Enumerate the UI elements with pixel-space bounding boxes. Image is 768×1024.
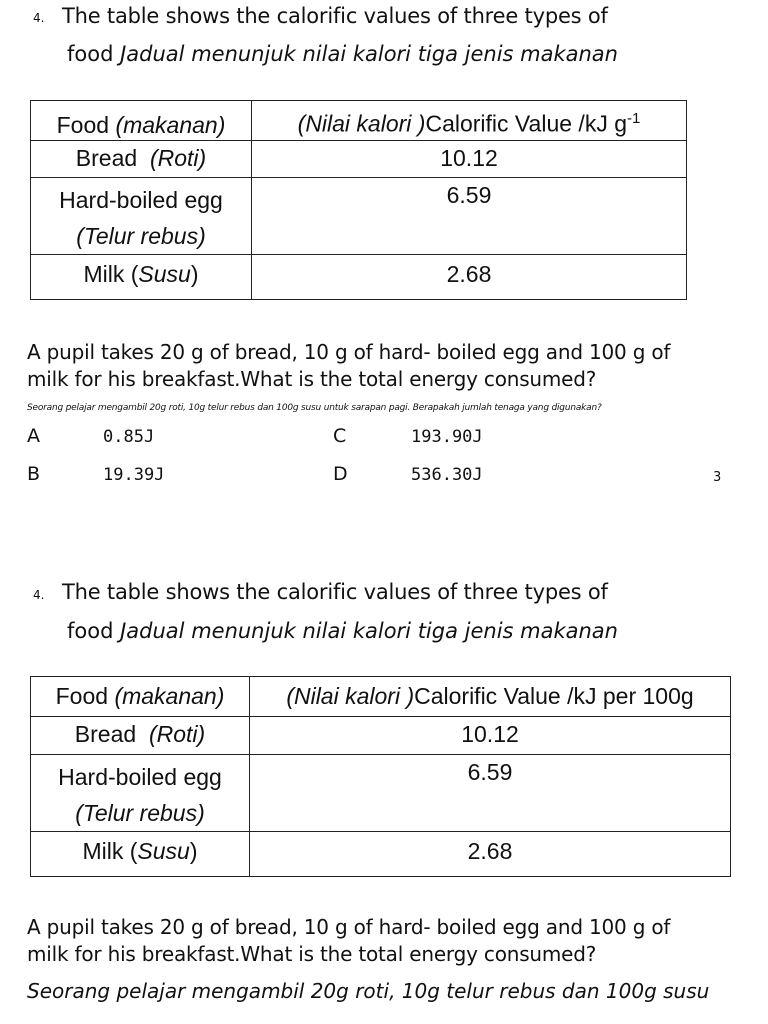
food-name: Bread	[74, 721, 137, 747]
intro-malay-text: Jadual menunjuk nilai kalori tiga jenis makanan	[120, 619, 618, 643]
food-name: Milk	[82, 838, 124, 864]
question-line2: milk for his breakfast.What is the total energy consumed?	[27, 367, 597, 391]
food-cell: Milk (Susu)	[31, 255, 252, 300]
question-line1: A pupil takes 20 g of bread, 10 g of hard- boiled egg and 100 g of	[27, 915, 671, 939]
food-name: Hard-boiled egg	[59, 187, 223, 213]
header-food-ms: (makanan)	[115, 112, 226, 138]
calorific-table	[30, 676, 731, 877]
food-name: Bread	[75, 145, 138, 171]
food-name-ms: (Roti)	[148, 721, 206, 747]
food-cell: Milk (Susu)	[31, 832, 250, 877]
option-b-value: 19.39J	[103, 465, 165, 485]
page-number: 3	[713, 470, 722, 485]
header-value-en: Calorific Value /kJ g	[425, 110, 627, 137]
header-food	[31, 101, 252, 141]
table-row	[31, 141, 687, 178]
value-cell: 2.68	[252, 255, 687, 300]
table-row	[31, 255, 687, 300]
table-row	[31, 755, 731, 832]
option-a-value: 0.85J	[103, 427, 155, 447]
header-value-en: Calorific Value /kJ per 100g	[414, 683, 694, 709]
question-intro-line2	[67, 42, 618, 66]
food-name-ms: (Telur rebus)	[75, 800, 205, 826]
question-malay: Seorang pelajar mengambil 20g roti, 10g telur rebus dan 100g susu	[27, 979, 710, 1003]
question-text	[27, 914, 670, 968]
table-row	[31, 717, 731, 755]
option-b-letter: B	[27, 463, 41, 485]
value-cell: 6.59	[250, 755, 731, 832]
intro-food-word: food	[67, 42, 114, 66]
table-header-row	[31, 677, 731, 717]
option-d-value: 536.30J	[411, 465, 483, 485]
food-cell	[31, 178, 252, 255]
value-cell: 2.68	[250, 832, 731, 877]
question-number: 4.	[33, 588, 45, 602]
calorific-table	[30, 100, 687, 300]
header-food-ms: (makanan)	[114, 683, 225, 709]
food-name: Hard-boiled egg	[58, 764, 222, 790]
header-value-sup: -1	[627, 110, 641, 127]
value-cell: 10.12	[250, 717, 731, 755]
food-name-ms: (Roti)	[149, 145, 207, 171]
table-row	[31, 178, 687, 255]
food-name-ms: (Telur rebus)	[76, 223, 206, 249]
food-cell	[31, 141, 252, 178]
header-food-en: Food	[55, 683, 109, 709]
header-value	[250, 677, 731, 717]
food-cell	[31, 755, 250, 832]
option-d-letter: D	[333, 463, 348, 485]
header-value-ms: (Nilai kalori )	[297, 110, 426, 137]
header-value-ms: (Nilai kalori )	[286, 683, 415, 709]
question-malay: Seorang pelajar mengambil 20g roti, 10g telur rebus dan 100g susu untuk sarapan pagi. Berapakah jumlah tenaga yang digunakan?	[27, 403, 602, 413]
header-food-en: Food	[56, 112, 110, 138]
food-name-ms: Susu	[137, 838, 190, 864]
option-c-letter: C	[333, 425, 347, 447]
intro-food-word: food	[67, 619, 114, 643]
question-line2: milk for his breakfast.What is the total energy consumed?	[27, 942, 597, 966]
question-text	[27, 339, 670, 393]
header-value	[252, 101, 687, 141]
table-header-row	[31, 101, 687, 141]
table-row	[31, 832, 731, 877]
header-food	[31, 677, 250, 717]
value-cell: 6.59	[252, 178, 687, 255]
question-intro-line1: The table shows the calorific values of three types of	[62, 580, 608, 604]
option-a-letter: A	[27, 425, 40, 447]
intro-malay-text: Jadual menunjuk nilai kalori tiga jenis makanan	[120, 42, 618, 66]
food-name: Milk	[83, 261, 125, 287]
question-intro-line2	[67, 619, 618, 643]
option-c-value: 193.90J	[411, 427, 483, 447]
value-cell: 10.12	[252, 141, 687, 178]
question-number: 4.	[33, 11, 45, 25]
food-name-ms: Susu	[138, 261, 191, 287]
food-cell	[31, 717, 250, 755]
question-intro-line1: The table shows the calorific values of three types of	[62, 4, 608, 28]
question-line1: A pupil takes 20 g of bread, 10 g of hard- boiled egg and 100 g of	[27, 340, 671, 364]
